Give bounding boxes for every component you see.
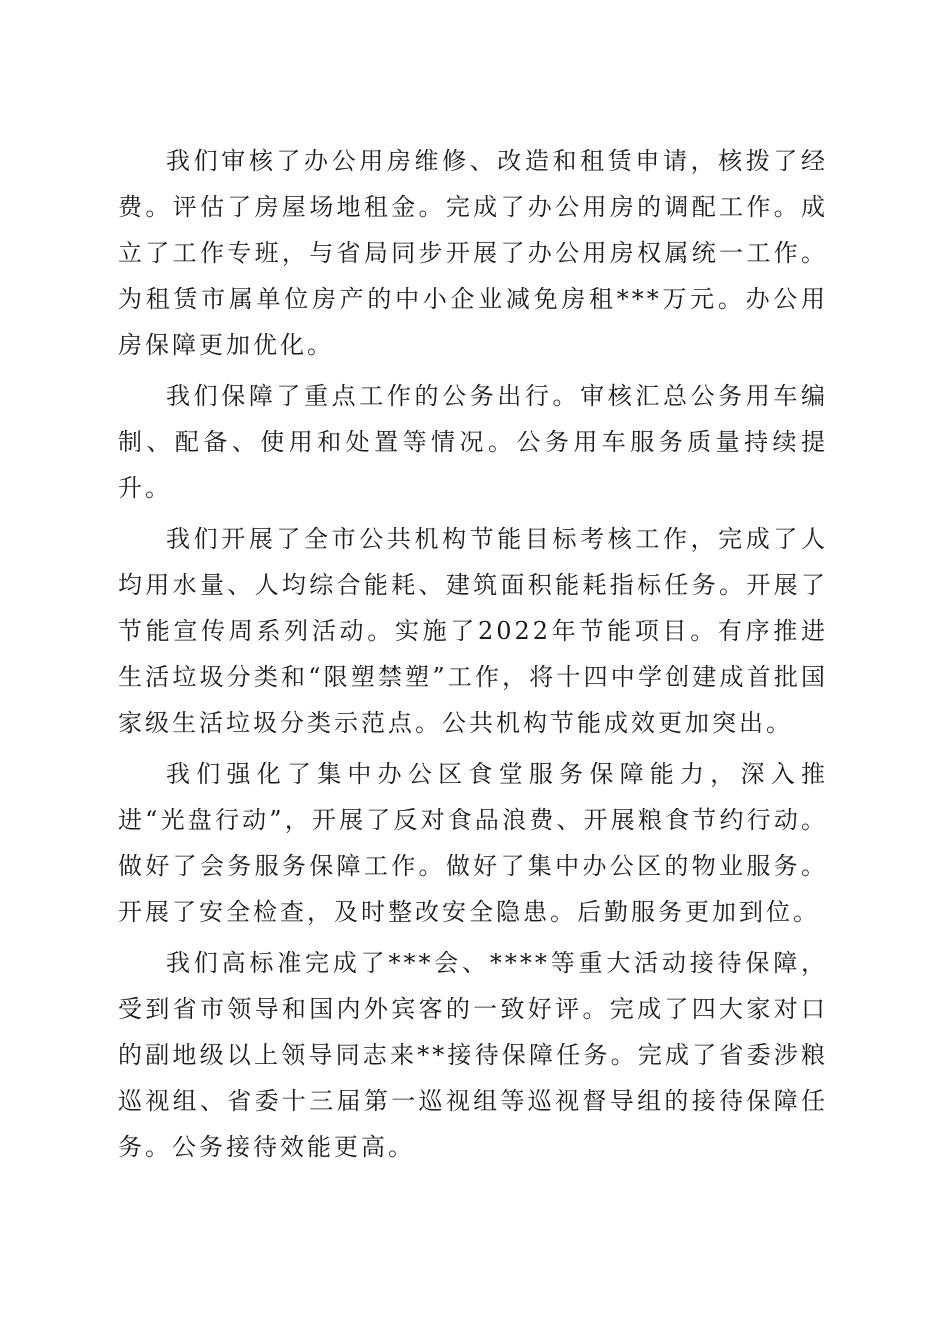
document-body (118, 138, 828, 1175)
paragraph-official-vehicles: 我们保障了重点工作的公务出行。审核汇总公务用车编制、配备、使用和处置等情况。公务用车服务质量持续提升。 (118, 382, 828, 502)
paragraph-reception-services: 我们高标准完成了***会、****等重大活动接待保障，受到省市领导和国内外宾客的一致好评。完成了四大家对口的副地级以上领导同志来**接待保障任务。完成了省委涉粮巡视组、省委十三届第一巡视组等巡视督导组的接待保障任务。公务接待效能更高。 (118, 949, 828, 1161)
paragraph-office-housing: 我们审核了办公用房维修、改造和租赁申请，核拨了经费。评估了房屋场地租金。完成了办公用房的调配工作。成立了工作专班，与省局同步开展了办公用房权属统一工作。为租赁市属单位房产的中小企业减免房租***万元。办公用房保障更加优化。 (118, 147, 828, 359)
paragraph-energy-saving: 我们开展了全市公共机构节能目标考核工作，完成了人均用水量、人均综合能耗、建筑面积能耗指标任务。开展了节能宣传周系列活动。实施了2022年节能项目。有序推进生活垃圾分类和“限塑禁塑”工作，将十四中学创建成首批国家级生活垃圾分类示范点。公共机构节能成效更加突出。 (118, 525, 828, 737)
paragraph-logistics-services: 我们强化了集中办公区食堂服务保障能力，深入推进“光盘行动”，开展了反对食品浪费、开展粮食节约行动。做好了会务服务保障工作。做好了集中办公区的物业服务。开展了安全检查，及时整改安全隐患。后勤服务更加到位。 (118, 760, 828, 926)
